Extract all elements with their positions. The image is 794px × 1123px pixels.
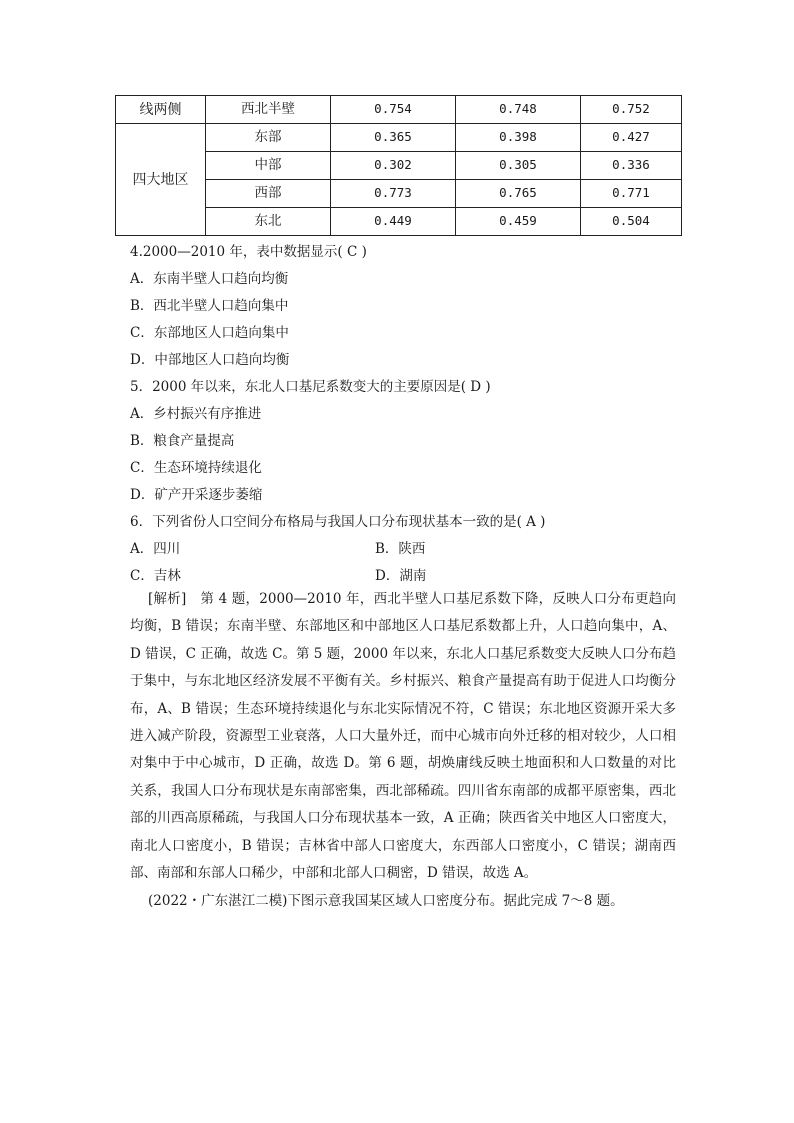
table-row: [116, 124, 682, 152]
value-cell: 0.748: [456, 96, 581, 124]
value-cell: 0.305: [456, 152, 581, 180]
question-6-option-d: D．湖南: [375, 568, 427, 584]
value-cell: 0.336: [581, 152, 682, 180]
question-4-stem: 4.2000—2010 年，表中数据显示( C ): [130, 244, 367, 260]
value-cell: 0.754: [331, 96, 456, 124]
value-cell: 0.773: [331, 180, 456, 208]
source-line: (2022・广东湛江二模)下图示意我国某区域人口密度分布。据此完成 7～8 题。: [148, 893, 624, 909]
question-5-option-c: C．生态环境持续退化: [130, 460, 262, 476]
value-cell: 0.302: [331, 152, 456, 180]
value-cell: 0.398: [456, 124, 581, 152]
question-4-option-c: C．东部地区人口趋向集中: [130, 325, 289, 341]
explanation-paragraph: [解析] 第 4 题，2000—2010 年，西北半壁人口基尼系数下降，反映人口分布更趋向均衡，B 错误；东南半壁、东部地区和中部地区人口基尼系数都上升，人口趋向集中，A、D 错误，C 正确，故选 C。第 5 题，2000 年以来，东北人口基尼系数变大反映人口分布趋于集中，与东北地区经济发展不平衡有关。乡村振兴、粮食产量提高有助于促进人口均衡分布，A、B 错误；生态环境持续退化与东北实际情况不符，C 错误；东北地区资源开采大多进入减产阶段，资源型工业衰落，人口大量外迁，而中心城市向外迁移的相对较少，人口相对集中于中心城市，D 正确，故选 D。第 6 题，胡焕庸线反映土地面积和人口数量的对比关系，我国人口分布现状是东南部密集，西北部稀疏。四川省东南部的成都平原密集，西北部的川西高原稀疏，与我国人口分布现状基本一致，A 正确；陕西省关中地区人口密度大，南北人口密度小，B 错误；吉林省中部人口密度大，东西部人口密度小，C 错误；湖南西部、南部和东部人口稀少，中部和北部人口稠密，D 错误，故选 A。: [130, 591, 676, 882]
question-6-options-row-1: [130, 536, 690, 563]
group-cell: 线两侧: [116, 96, 206, 124]
value-cell: 0.504: [581, 208, 682, 236]
gini-table: [115, 95, 682, 236]
question-6-option-c: C．吉林: [130, 568, 181, 584]
question-4-option-b: B．西北半壁人口趋向集中: [130, 298, 289, 314]
group-cell: 四大地区: [116, 124, 206, 236]
question-6-option-a: A．四川: [130, 541, 181, 557]
value-cell: 0.459: [456, 208, 581, 236]
question-4-option-d: D．中部地区人口趋向均衡: [130, 352, 290, 368]
question-4-option-a: A．东南半壁人口趋向均衡: [130, 271, 289, 287]
question-5-stem: 5．2000 年以来，东北人口基尼系数变大的主要原因是( D ): [130, 379, 491, 395]
value-cell: 0.365: [331, 124, 456, 152]
region-cell: 东北: [206, 208, 331, 236]
question-5-option-b: B．粮食产量提高: [130, 433, 235, 449]
question-5-option-d: D．矿产开采逐步萎缩: [130, 487, 263, 503]
value-cell: 0.765: [456, 180, 581, 208]
region-cell: 东部: [206, 124, 331, 152]
question-6-stem: 6．下列省份人口空间分布格局与我国人口分布现状基本一致的是( A ): [130, 514, 546, 530]
question-6-option-b: B．陕西: [375, 541, 426, 557]
region-cell: 西部: [206, 180, 331, 208]
region-cell: 中部: [206, 152, 331, 180]
value-cell: 0.771: [581, 180, 682, 208]
table-row: [116, 96, 682, 124]
value-cell: 0.427: [581, 124, 682, 152]
value-cell: 0.449: [331, 208, 456, 236]
question-5-option-a: A．乡村振兴有序推进: [130, 406, 262, 422]
region-cell: 西北半壁: [206, 96, 331, 124]
value-cell: 0.752: [581, 96, 682, 124]
question-block: [130, 239, 690, 590]
